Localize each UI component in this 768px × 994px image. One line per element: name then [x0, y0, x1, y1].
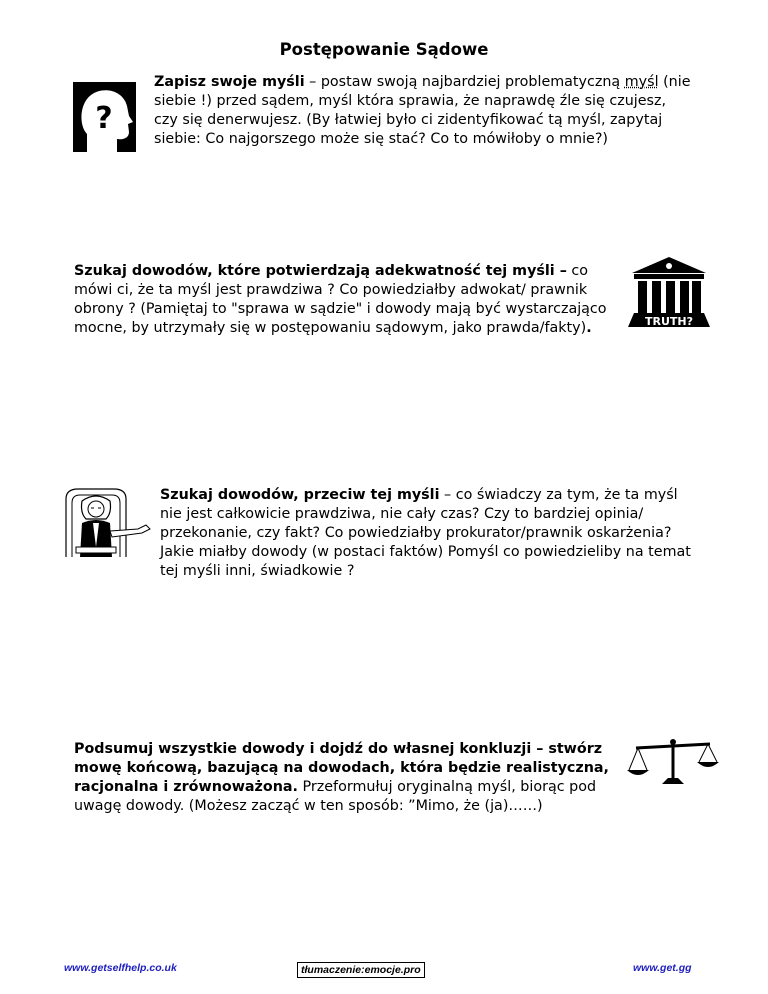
section1-text-b: (nie siebie !) przed sądem, myśl która sprawia, że naprawdę źle się czujesz, czy się denerwujesz. (By łatwiej było ci zidentyfikować tą myśl, zapytaj siebie: Co najgorszego może się stać? Co to mówiłoby o mnie?) — [154, 74, 691, 147]
truth-label: TRUTH? — [645, 315, 693, 328]
section2-end: . — [586, 320, 592, 336]
page-title: Postępowanie Sądowe — [279, 40, 489, 59]
section-evidence-against — [160, 486, 700, 581]
scales-icon — [626, 738, 720, 786]
head-question-mark: ? — [95, 101, 113, 136]
section2-text: co mówi ci, że ta myśl jest prawdziwa ? Co powiedziałby adwokat/ prawnik obrony ? (Pamiętaj to "sprawa w sądzie" i dowody mają być wystarczająco mocne, by utrzymały się w postępowaniu sądowym, jako prawda/fakty) — [74, 263, 607, 336]
section1-text-a: – postaw swoją najbardziej problematyczną — [304, 74, 625, 90]
section1-underlined: myśl — [624, 74, 659, 90]
section-conclusion — [74, 740, 634, 816]
section4-heading: Podsumuj wszystkie dowody i dojdź do własnej konkluzji – stwórz mowę końcową, bazującą na dowodach, która będzie realistyczna, racjonalna i zrównoważona. — [74, 741, 609, 795]
section3-heading: Szukaj dowodów, przeciw tej myśli — [160, 487, 440, 503]
question-head-icon — [73, 82, 136, 152]
judge-icon — [60, 487, 152, 559]
section1-heading: Zapisz swoje myśli — [154, 74, 305, 90]
section4-text: Przeformułuj oryginalną myśl, biorąc pod uwagę dowody. (Możesz zacząć w ten sposób: ”Mimo, że (ja)……) — [74, 779, 597, 814]
section2-heading: Szukaj dowodów, które potwierdzają adekwatność tej myśli – — [74, 263, 567, 279]
courthouse-icon — [628, 255, 710, 329]
section3-text: – co świadczy za tym, że ta myśl nie jest całkowicie prawdziwa, nie cały czas? Czy to bardziej opinia/ przekonanie, czy fakt? Co powiedziałby prokurator/prawnik oskarżenia? Jakie miałby dowody (w postaci faktów) Pomyśl co powiedzieliby na temat tej myśli inni, świadkowie ? — [160, 487, 691, 579]
section-evidence-for — [74, 262, 614, 338]
section-write-thoughts — [154, 73, 694, 149]
footer-link-getgg[interactable]: www.get.gg — [633, 962, 692, 974]
footer-link-getselfhelp[interactable]: www.getselfhelp.co.uk — [64, 962, 177, 974]
footer-translation-credit: tłumaczenie:emocje.pro — [297, 962, 425, 978]
